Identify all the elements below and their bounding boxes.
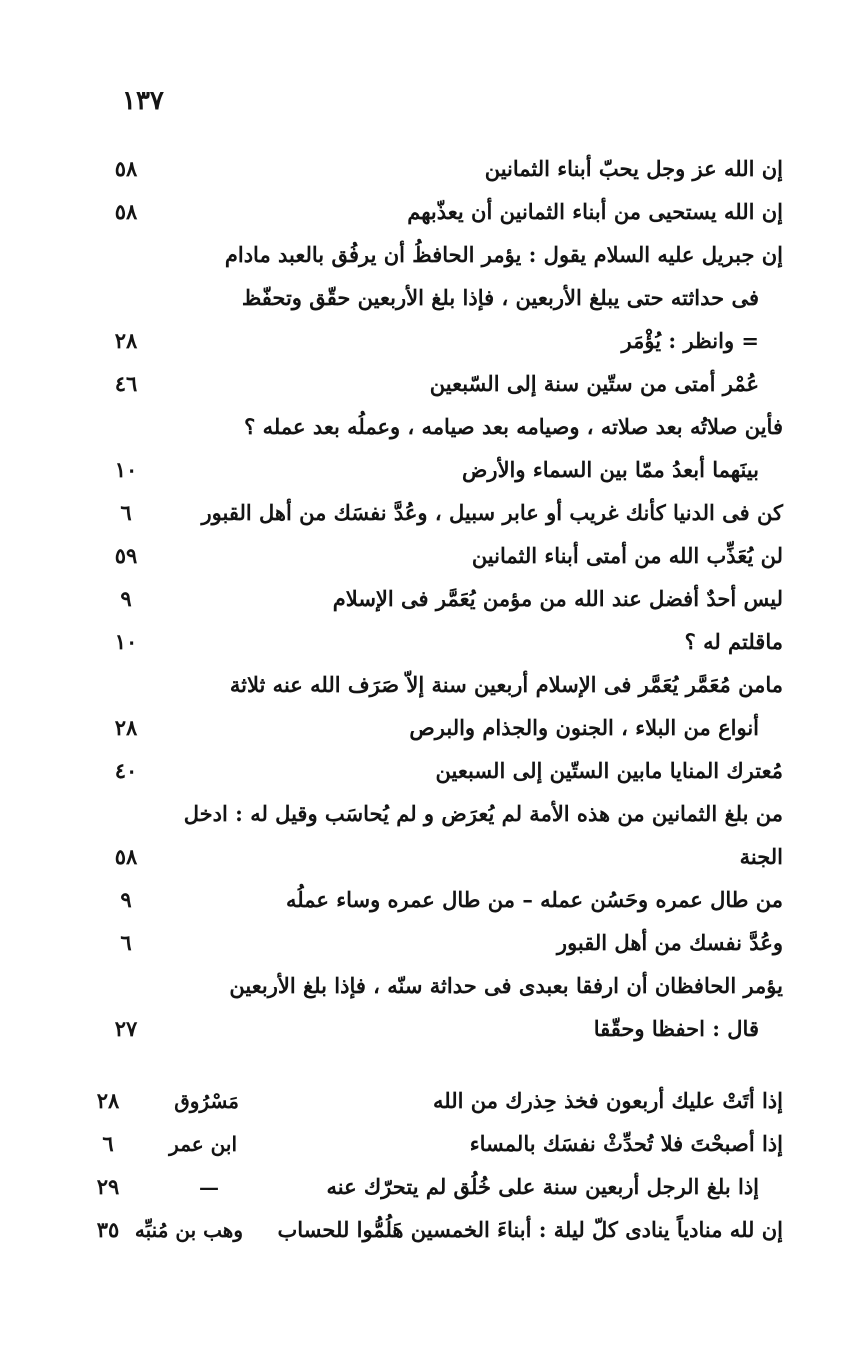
entry-narrator: مَسْرُوق [174, 1089, 239, 1113]
entry-text: إن لله منادياً ينادى كلّ ليلة : أبناءَ الخمسين هَلُمُّوا للحساب [277, 1217, 783, 1242]
entry-text: كن فى الدنيا كأنك غريب أو عابر سبيل ، وعُدَّ نفسَك من أهل القبور [201, 500, 783, 525]
entry-text: الجنة [739, 844, 783, 869]
narrator-entry [0, 1084, 843, 1124]
entry-text: إن الله يستحيى من أبناء الثمانين أن يعذّبهم [407, 199, 783, 224]
index-entry [0, 797, 843, 837]
entry-text: عُمْر أمتى من ستّين سنة إلى السّبعين [429, 371, 759, 396]
page-number: ١٣٧ [122, 86, 164, 116]
index-entry [0, 582, 843, 622]
entry-text: إن جبريل عليه السلام يقول : يؤمر الحافظُ أن يرفُق بالعبد مادام [224, 242, 783, 267]
index-entry [0, 754, 843, 794]
index-entry [0, 969, 843, 1009]
entry-page: ٥٩ [114, 543, 138, 568]
index-entry [0, 1012, 843, 1052]
entry-page: ٦ [120, 500, 132, 525]
index-entry [0, 238, 843, 278]
entry-text: لن يُعَذِّب الله من أمتى أبناء الثمانين [471, 543, 783, 568]
index-entry [0, 539, 843, 579]
entry-narrator: — [199, 1175, 219, 1199]
entry-narrator: ابن عمر [169, 1132, 237, 1156]
entry-page: ٥٨ [114, 156, 138, 181]
entry-page: ٩ [120, 586, 132, 611]
entry-page: ١٠ [114, 629, 138, 654]
entry-text: إذا بلغ الرجل أربعين سنة على خُلُق لم يتحرّك عنه [326, 1174, 759, 1199]
entry-text: إن الله عز وجل يحبّ أبناء الثمانين [484, 156, 783, 181]
entry-page: ٢٩ [96, 1174, 120, 1199]
index-entry [0, 453, 843, 493]
narrator-entry [0, 1170, 843, 1210]
index-entry [0, 496, 843, 536]
entry-page: ٢٨ [114, 328, 138, 353]
entry-page: ٦ [102, 1131, 114, 1156]
entry-page: ٤٠ [114, 758, 138, 783]
entry-text: إذا أصبحْتَ فلا تُحدِّثْ نفسَك بالمساء [469, 1131, 783, 1156]
entry-text: من بلغ الثمانين من هذه الأمة لم يُعرَض و لم يُحاسَب وقيل له : ادخل [183, 801, 783, 826]
entry-text: قال : احفظا وحقّقا [593, 1016, 759, 1041]
index-entry [0, 840, 843, 880]
entry-text: وعُدَّ نفسك من أهل القبور [556, 930, 783, 955]
entry-page: ٥٨ [114, 199, 138, 224]
index-entry [0, 711, 843, 751]
entry-text: يؤمر الحافظان أن ارفقا بعبدى فى حداثة سنّه ، فإذا بلغ الأربعين [229, 973, 783, 998]
entry-page: ١٠ [114, 457, 138, 482]
entry-text: فأين صلاتُه بعد صلاته ، وصيامه بعد صيامه ، وعملُه بعد عمله ؟ [244, 414, 783, 439]
entry-text: من طال عمره وحَسُن عمله – من طال عمره وساء عملُه [286, 887, 783, 912]
narrator-entry [0, 1127, 843, 1167]
entry-text: مامن مُعَمَّر يُعَمَّر فى الإسلام أربعين سنة إلاّ صَرَف الله عنه ثلاثة [229, 672, 783, 697]
entry-text: فى حداثته حتى يبلغ الأربعين ، فإذا بلغ الأربعين حقّق وتحفّظ [241, 285, 759, 310]
index-entry [0, 883, 843, 923]
entry-page: ٩ [120, 887, 132, 912]
entry-page: ٦ [120, 930, 132, 955]
entry-text: = وانظر : يُؤْمَر [621, 328, 759, 353]
entry-page: ٢٨ [96, 1088, 120, 1113]
index-entry [0, 281, 843, 321]
index-entry [0, 367, 843, 407]
index-entry [0, 668, 843, 708]
index-entry [0, 195, 843, 235]
entry-text: ليس أحدٌ أفضل عند الله من مؤمن يُعَمَّر فى الإسلام [332, 586, 783, 611]
entry-text: مُعترك المنايا مابين الستّين إلى السبعين [435, 758, 783, 783]
entry-page: ٢٧ [114, 1016, 138, 1041]
entry-text: أنواع من البلاء ، الجنون والجذام والبرص [409, 715, 759, 740]
entry-text: ماقلتم له ؟ [684, 629, 783, 654]
index-entry [0, 926, 843, 966]
entry-page: ٢٨ [114, 715, 138, 740]
narrator-entry [0, 1213, 843, 1253]
entry-text: بينَهما أبعدُ ممّا بين السماء والأرض [462, 457, 759, 482]
index-entry [0, 625, 843, 665]
entry-text: إذا أتَتْ عليك أربعون فخذ حِذرك من الله [433, 1088, 783, 1113]
entry-page: ٤٦ [114, 371, 138, 396]
index-entry [0, 410, 843, 450]
entry-narrator: وهب بن مُنبِّه [134, 1218, 243, 1242]
index-entry [0, 324, 843, 364]
entry-page: ٥٨ [114, 844, 138, 869]
entry-page: ٣٥ [96, 1217, 120, 1242]
index-entry [0, 152, 843, 192]
